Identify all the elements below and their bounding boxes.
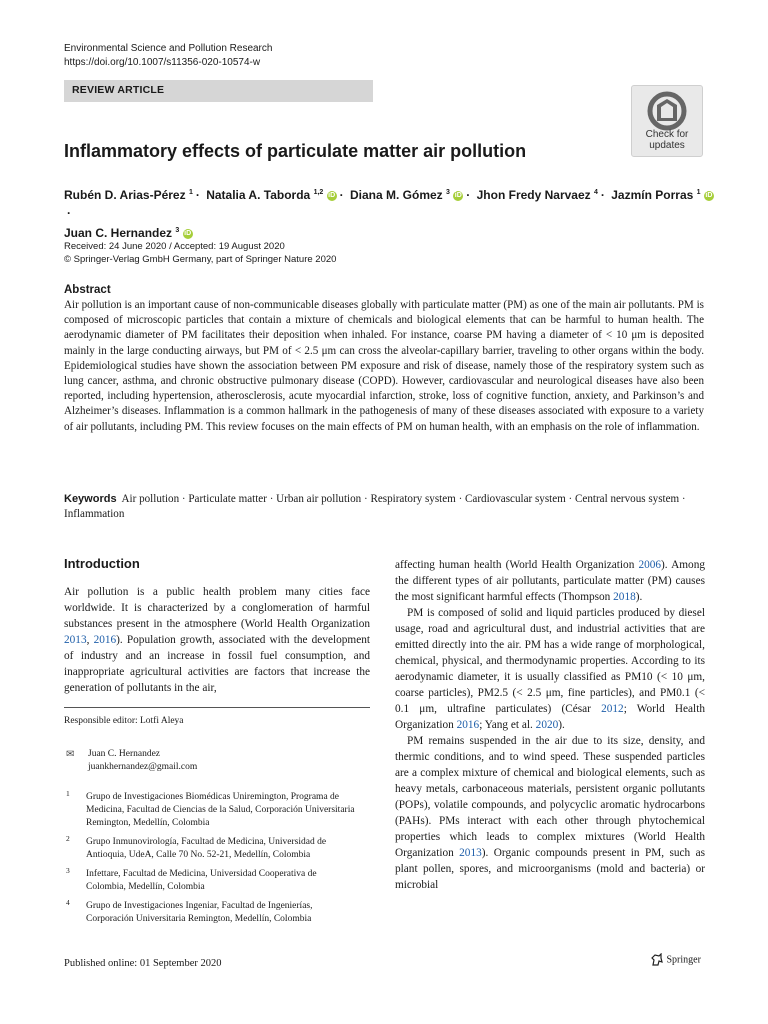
check-updates-icon	[646, 91, 688, 131]
orcid-icon[interactable]: iD	[705, 191, 713, 199]
author-affil-sup: 1	[188, 189, 193, 196]
affiliation-number: 4	[66, 898, 70, 907]
abstract-heading: Abstract	[64, 284, 111, 296]
author-name[interactable]: Jazmín Porras	[611, 188, 694, 202]
author-name[interactable]: Rubén D. Arias-Pérez	[64, 188, 186, 202]
corresponding-author	[88, 748, 197, 774]
orcid-icon[interactable]: iD	[454, 191, 462, 199]
article-type-label: REVIEW ARTICLE	[72, 84, 165, 96]
article-title: Inflammatory effects of particulate matter air pollution	[64, 141, 527, 161]
author-list: Rubén D. Arias-Pérez $^1$ · Natalia A. Taborda $^{1,2}$ iD · Diana M. Gómez $^3$ iD · Jhon Fredy Narvaez $^4$ · Jazmín Porras $^1$ iD· Juan C. Hernandez $^3$ iD	[64, 188, 713, 240]
author-affil-sup: 4	[594, 189, 598, 196]
paragraph: affecting human health (World Health Organization 2006). Among the different types of air pollutants, particulate matter (PM) causes the most significant harmful effects (Thompson 2018).	[395, 559, 705, 603]
paragraph: Air pollution is a public health problem many cities face worldwide. It is characterized by a conglomeration of harmful substances present in the atmosphere (World Health Organization 2013, 2016). Population growth, associated with the development of industry and an increase in fossil fuel consumption, and inappropriate agricultural activities are factors that increase the generation of pollutants in the air,	[64, 586, 370, 694]
author-name[interactable]: Diana M. Gómez	[349, 188, 443, 202]
copyright-line: © Springer-Verlag GmbH Germany, part of Springer Nature 2020	[64, 254, 337, 265]
orcid-icon[interactable]: iD	[328, 191, 336, 199]
citation-link[interactable]: 2018	[613, 591, 636, 603]
badge-line2: updates	[649, 140, 685, 151]
springer-horse-icon	[650, 953, 664, 967]
publisher-name: Springer	[666, 954, 701, 966]
keywords	[64, 492, 704, 522]
affiliation-text: Grupo de Investigaciones Ingeniar, Facultad de Ingenierías, Corporación Universitaria Remington, Medellín, Colombia	[86, 901, 313, 924]
author-affil-sup: 3	[446, 189, 450, 196]
intro-left-column	[64, 584, 370, 696]
intro-right-column	[395, 557, 705, 893]
citation-link[interactable]: 2016	[93, 634, 117, 646]
author-name[interactable]: Natalia A. Taborda	[206, 188, 311, 202]
keywords-text: Air pollution · Particulate matter · Urban air pollution · Respiratory system · Cardiovascular system · Central nervous system · Inflammation	[64, 493, 686, 521]
published-online: Published online: 01 September 2020	[64, 958, 222, 969]
affiliation-text: Grupo de Investigaciones Biomédicas Uniremington, Programa de Medicina, Facultad de Ciencias de la Salud, Corporación Universitaria Remington, Medellín, Colombia	[86, 792, 355, 828]
affiliation-number: 2	[66, 834, 70, 843]
affiliation-number: 1	[66, 789, 70, 798]
corr-name: Juan C. Hernandez	[88, 749, 161, 759]
citation-link[interactable]: 2016	[456, 719, 480, 731]
author-name[interactable]: Jhon Fredy Narvaez	[476, 188, 591, 202]
footnote-divider	[64, 707, 370, 708]
received-accepted: Received: 24 June 2020 / Accepted: 19 August 2020	[64, 241, 285, 252]
introduction-heading: Introduction	[64, 556, 140, 571]
affiliation-text: Grupo Inmunovirología, Facultad de Medicina, Universidad de Antioquia, UdeA, Calle 70 No. 52-21, Medellín, Colombia	[86, 837, 327, 860]
responsible-editor: Responsible editor: Lotfi Aleya	[64, 716, 184, 726]
citation-link[interactable]: 2013	[64, 634, 87, 646]
doi-link[interactable]: https://doi.org/10.1007/s11356-020-10574-w	[64, 57, 261, 68]
abstract-text: Air pollution is an important cause of non-communicable diseases globally with particulate matter (PM) as one of the main air pollutants. PM is composed of microscopic particles that contain a mixture of chemicals and biological elements that can be harmful to human health. The aerodynamic diameter of PM facilitates their deposition when inhaled. For instance, coarse PM having a diameter of < 10 μm is deposited mainly in the large conducting airways, but PM of < 2.5 μm can cross the alveolar-capillary barrier, traveling to other organs within the body. Epidemiological studies have shown the association between PM exposure and risk of disease, namely those of the respiratory system such as lung cancer, asthma, and chronic obstructive pulmonary disease (COPD). However, cardiovascular and neurological diseases have also been reported, including hypertension, atherosclerosis, acute myocardial infarction, stroke, loss of cognitive function, anxiety, and Parkinson’s and Alzheimer’s diseases. Inflammation is a common hallmark in the pathogenesis of many of these diseases associated with exposure to a variety of air pollutants, including PM. This review focuses on the main effects of PM on human health, with an emphasis on the role of inflammation.	[64, 299, 704, 433]
journal-name: Environmental Science and Pollution Research	[64, 43, 273, 54]
badge-line1: Check for	[645, 129, 689, 140]
citation-link[interactable]: 2006	[638, 559, 662, 571]
corr-email[interactable]: juankhernandez@gmail.com	[88, 762, 198, 772]
citation-link[interactable]: 2020	[535, 719, 559, 731]
paragraph: PM is composed of solid and liquid particles produced by diesel usage, road and agricultural dust, and industrial activities that are emitted directly into the air. PM has a wide range of morphological, chemical, physical, and thermodynamic properties. According to its aerodynamic diameter, it is usually classified as PM10 (< 10 μm, coarse particles), PM2.5 (< 2.5 μm, fine particles), and PM0.1 (< 0.1 μm, ultrafine particulates) (César 2012; World Health Organization 2016; Yang et al. 2020).	[395, 607, 705, 731]
keywords-label: Keywords	[64, 493, 117, 505]
citation-link[interactable]: 2012	[601, 703, 624, 715]
check-for-updates-badge[interactable]	[631, 85, 703, 157]
orcid-icon[interactable]: iD	[184, 229, 192, 237]
author-name[interactable]: Juan C. Hernandez	[64, 226, 173, 240]
affiliation-text: Infettare, Facultad de Medicina, Universidad Cooperativa de Colombia, Medellín, Colombia	[86, 869, 317, 892]
citation-link[interactable]: 2013	[459, 847, 482, 859]
author-affil-sup: 1	[696, 189, 701, 196]
journal-header	[64, 42, 272, 70]
affiliation-number: 3	[66, 866, 70, 875]
author-affil-sup: 1,2	[313, 189, 324, 196]
author-affil-sup: 3	[175, 227, 180, 234]
envelope-icon: ✉	[66, 749, 75, 760]
publisher-logo	[650, 953, 701, 967]
paragraph: PM remains suspended in the air due to its size, density, and thermic conditions, and to wind speed. These suspended particles are a complex mixture of chemical and biological elements, such as heavy metals, carbonaceous materials, persistent organic pollutants (POPs), volatile compounds, and polycyclic aromatic hydrocarbons (PAHs). PMs interact with each other through phytochemical properties which leads to complex mixtures (World Health Organization 2013). Organic compounds present in PM, such as plant pollen, spores, and microorganisms (mold and bacteria) or microbial	[395, 735, 705, 891]
article-dates	[64, 240, 336, 266]
